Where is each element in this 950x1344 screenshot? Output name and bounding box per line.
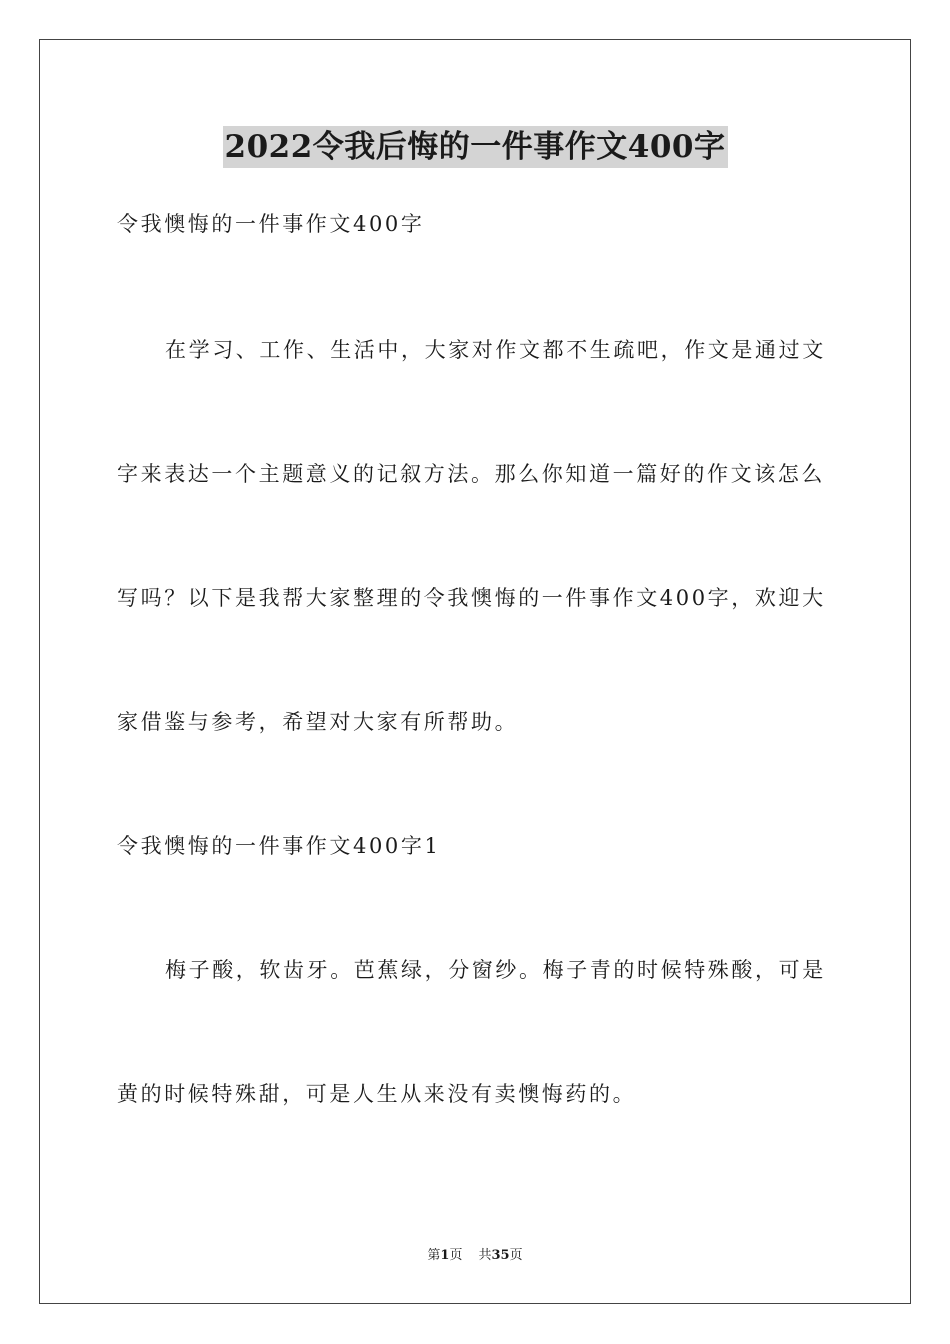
page-prefix: 第	[427, 1248, 441, 1263]
paragraph-line: 家借鉴与参考，希望对大家有所帮助。	[117, 710, 519, 734]
paragraph-line: 在学习、工作、生活中，大家对作文都不生疏吧，作文是通过文	[165, 338, 826, 362]
title-container	[0, 126, 950, 168]
section-heading: 令我懊悔的一件事作文400字1	[117, 834, 441, 858]
page-suffix: 页	[449, 1248, 463, 1263]
total-prefix: 共	[478, 1248, 492, 1263]
paragraph-line: 字来表达一个主题意义的记叙方法。那么你知道一篇好的作文该怎么	[117, 462, 825, 486]
subtitle: 令我懊悔的一件事作文400字	[117, 212, 425, 236]
page-footer	[0, 1247, 950, 1265]
total-suffix: 页	[509, 1248, 523, 1263]
paragraph-line: 黄的时候特殊甜，可是人生从来没有卖懊悔药的。	[117, 1082, 637, 1106]
total-pages: 35	[491, 1248, 510, 1263]
document-title: 2022令我后悔的一件事作文400字	[223, 126, 728, 168]
paragraph-line: 梅子酸，软齿牙。芭蕉绿，分窗纱。梅子青的时候特殊酸，可是	[165, 958, 826, 982]
paragraph-line: 写吗？以下是我帮大家整理的令我懊悔的一件事作文400字，欢迎大	[117, 586, 826, 610]
page-number: 1	[440, 1248, 450, 1263]
